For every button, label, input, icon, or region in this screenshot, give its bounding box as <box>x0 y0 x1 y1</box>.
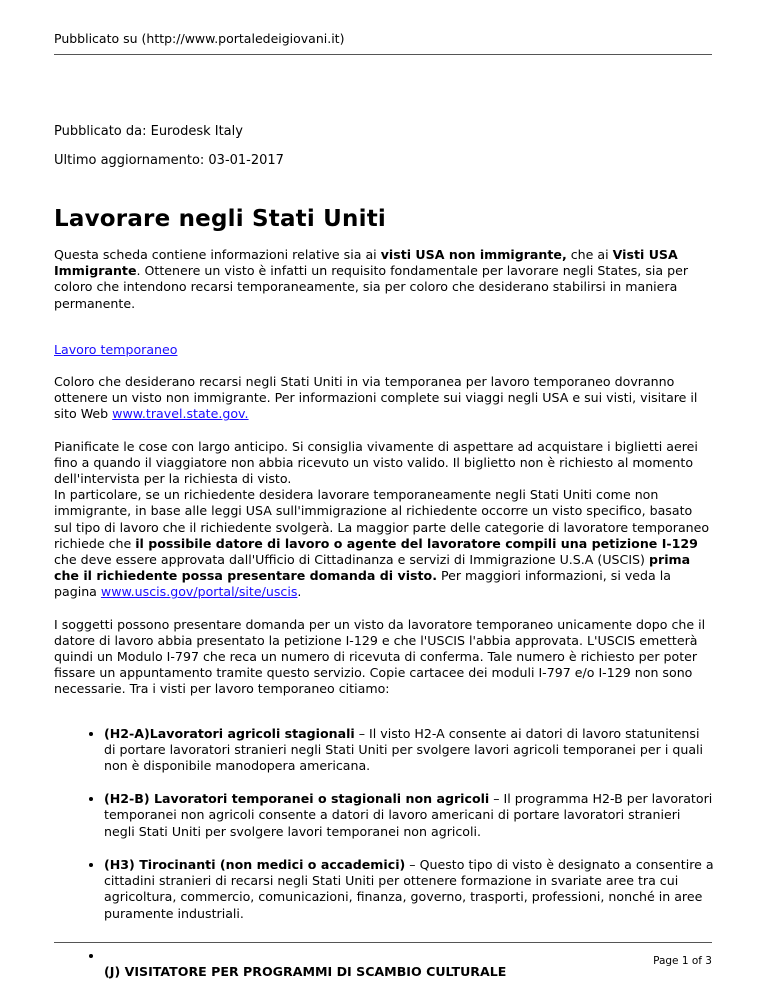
intro-bold-1: visti USA non immigrante, <box>380 247 567 262</box>
intro-bold-2: Visti USA Immigrante <box>54 247 678 279</box>
list-item-text: – Il programma H2-B per lavoratori temporanei non agricoli consente a datori di lavoro americani di portare lavoratori stranieri negli Stati Uniti per svolgere lavori temporanei non agricoli. <box>104 791 713 839</box>
list-item <box>104 726 714 775</box>
list-item <box>104 857 714 922</box>
lavoro-temporaneo-link[interactable]: Lavoro temporaneo <box>54 341 178 357</box>
paragraph-2 <box>54 439 714 601</box>
list-item-title: (H3) Tirocinanti (non medici o accademici) <box>104 856 406 872</box>
section-link-paragraph <box>54 342 714 358</box>
page-number: Page 1 of 3 <box>653 955 712 967</box>
p2-text-3: che deve essere approvata dall'Ufficio di Cittadinanza e servizi di Immigrazione U.S.A (USCIS) <box>54 552 649 568</box>
p2-text-5: . <box>297 584 302 600</box>
list-item <box>104 948 714 980</box>
uscis-link[interactable]: www.uscis.gov/portal/site/uscis <box>100 584 298 600</box>
p1-text: Coloro che desiderano recarsi negli Stati Uniti in via temporanea per lavoro temporaneo dovranno ottenere un visto non immigrante. Per informazioni complete sui viaggi negli USA e sui visti, visitare il sito Web <box>54 374 698 422</box>
list-item-title: (H2-A)Lavoratori agricoli stagionali <box>104 725 355 741</box>
article-body <box>54 247 714 997</box>
travel-state-link[interactable]: www.travel.state.gov. <box>112 406 249 422</box>
list-item-text: – Questo tipo di visto è designato a consentire a cittadini stranieri di recarsi negli Stati Uniti per ottenere formazione in svariate aree tra cui agricoltura, commercio, comunicazioni, finanza, governo, trasporti, professioni, nonché in aree puramente industriali. <box>104 856 714 921</box>
list-item <box>104 791 714 840</box>
intro-paragraph <box>54 247 714 312</box>
p2-text-4: Per maggiori informazioni, si veda la pagina <box>54 568 671 600</box>
list-item-text: – Il visto H2-A consente ai datori di lavoro statunitensi di portare lavoratori stranieri negli Stati Uniti per svolgere lavori agricoli temporanei per i quali non è disponibile manodopera americana. <box>104 725 704 774</box>
p2-bold-1: il possibile datore di lavoro o agente del lavoratore compili una petizione I-129 <box>135 535 698 551</box>
intro-text-2: che ai <box>566 247 613 262</box>
list-item-title: (J) VISITATORE PER PROGRAMMI DI SCAMBIO CULTURALE <box>104 963 507 979</box>
p2-bold-2: prima che il richiedente possa presentare domanda di visto. <box>54 552 691 584</box>
last-update: Ultimo aggiornamento: 03-01-2017 <box>54 153 284 168</box>
intro-text-3: . Ottenere un visto è infatti un requisito fondamentale per lavorare negli States, sia per coloro che intendono recarsi temporaneamente, sia per coloro che desiderano stabilirsi in maniera permanente. <box>54 263 689 311</box>
published-by: Pubblicato da: Eurodesk Italy <box>54 124 243 139</box>
footer-divider <box>54 942 712 943</box>
paragraph-1 <box>54 374 714 423</box>
paragraph-3: I soggetti possono presentare domanda per un visto da lavoratore temporaneo unicamente dopo che il datore di lavoro abbia presentato la petizione I-129 e che l'USCIS l'abbia approvata. L'USCIS emetterà quindi un Modulo I-797 che reca un numero di ricevuta di conferma. Tale numero è richiesto per poter fissare un appuntamento tramite questo servizio. Copie cartacee dei moduli I-797 e/o I-129 non sono necessarie. Tra i visti per lavoro temporaneo citiamo: <box>54 616 706 697</box>
intro-text-1: Questa scheda contiene informazioni relative sia ai <box>54 247 381 262</box>
p2-text-1: Pianificate le cose con largo anticipo. Si consiglia vivamente di aspettare ad acquistare i biglietti aerei fino a quando il viaggiatore non abbia ricevuto un visto valido. Il biglietto non è richiesto al momento dell'intervista per la richiesta di visto. <box>54 438 698 487</box>
page-header <box>54 31 712 55</box>
p2-text-2: In particolare, se un richiedente desidera lavorare temporaneamente negli Stati Uniti come non immigrante, in base alle leggi USA sull'immigrazione al richiedente occorre un visto specifico, basato sul tipo di lavoro che il richiedente svolgerà. La maggior parte delle categorie di lavoratore temporaneo richiede che <box>54 487 710 551</box>
published-on-text: Pubblicato su (http://www.portaledeigiovani.it) <box>54 31 345 46</box>
list-item-title: (H2-B) Lavoratori temporanei o stagionali non agricoli <box>104 791 490 807</box>
page-title: Lavorare negli Stati Uniti <box>54 206 386 232</box>
